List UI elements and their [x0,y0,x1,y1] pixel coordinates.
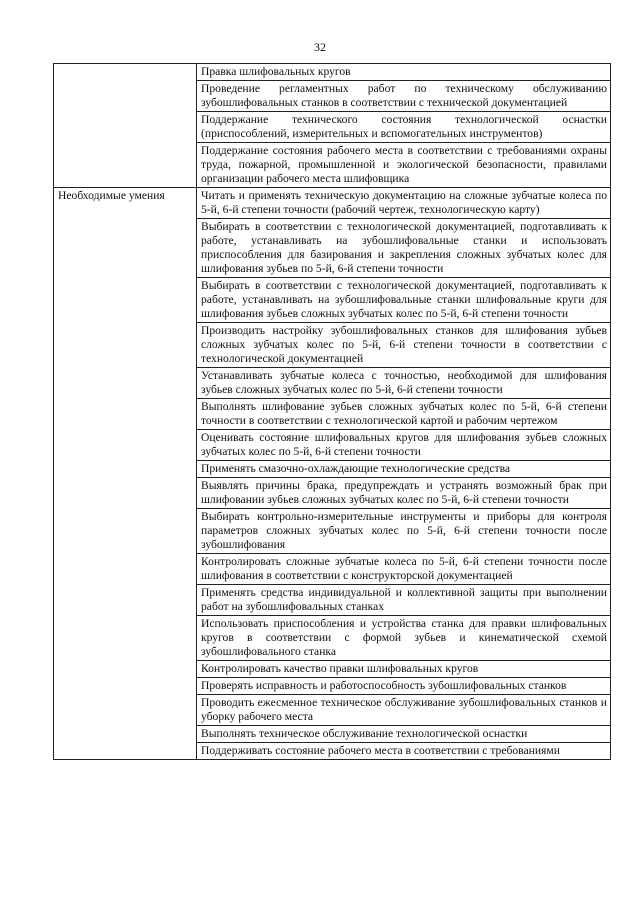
table-cell: Использовать приспособления и устройства станка для правки шлифовальных кругов в соответствии с формой зубьев и кинематической схемой зубошлифовального станка [197,616,611,661]
table-cell: Выполнять техническое обслуживание технологической оснастки [197,726,611,743]
table-cell: Проводить ежесменное техническое обслуживание зубошлифовальных станков и уборку рабочего места [197,695,611,726]
table-cell: Выбирать в соответствии с технологической документацией, подготавливать к работе, устанавливать на зубошлифовальные станки и использовать приспособления для базирования и закрепления сложных зубчатых колес для шлифования зубьев по 5-й, 6-й степени точности [197,219,611,278]
table-cell: Применять средства индивидуальной и коллективной защиты при выполнении работ на зубошлифовальных станках [197,585,611,616]
requirements-table [53,63,611,760]
table-cell: Поддержание технического состояния технологической оснастки (приспособлений, измерительных и вспомогательных инструментов) [197,112,611,143]
table-cell: Контролировать сложные зубчатые колеса по 5-й, 6-й степени точности после шлифования в соответствии с конструкторской документацией [197,554,611,585]
table-cell: Выбирать контрольно-измерительные инструменты и приборы для контроля параметров сложных зубчатых колес по 5-й, 6-й степени точности после зубошлифования [197,509,611,554]
table-row [54,64,611,81]
table-cell: Оценивать состояние шлифовальных кругов для шлифования зубьев сложных зубчатых колес по 5-й, 6-й степени точности [197,430,611,461]
table-cell: Читать и применять техническую документацию на сложные зубчатые колеса по 5-й, 6-й степени точности (рабочий чертеж, технологическую карту) [197,188,611,219]
table-cell: Выбирать в соответствии с технологической документацией, подготавливать к работе, устанавливать на зубошлифовальные станки шлифовальные круги для шлифования зубьев сложных зубчатых колес по 5-й, 6-й степени точности [197,278,611,323]
row-label-empty [54,64,197,188]
table-cell: Устанавливать зубчатые колеса с точностью, необходимой для шлифования зубьев сложных зубчатых колес по 5-й, 6-й степени точности [197,368,611,399]
table-cell: Поддерживать состояние рабочего места в соответствии с требованиями [197,743,611,760]
table-cell: Контролировать качество правки шлифовальных кругов [197,661,611,678]
table-cell: Выявлять причины брака, предупреждать и устранять возможный брак при шлифовании зубьев сложных зубчатых колес по 5-й, 6-й степени точности [197,478,611,509]
page-number: 32 [314,40,326,54]
table-cell: Проведение регламентных работ по техническому обслуживанию зубошлифовальных станков в соответствии с технической документацией [197,81,611,112]
table-cell: Производить настройку зубошлифовальных станков для шлифования зубьев сложных зубчатых колес по 5-й, 6-й степени точности в соответствии с технологической документацией [197,323,611,368]
table-cell: Применять смазочно-охлаждающие технологические средства [197,461,611,478]
table-cell: Поддержание состояния рабочего места в соответствии с требованиями охраны труда, пожарной, промышленной и экологической безопасности, правилами организации рабочего места шлифовщика [197,143,611,188]
table-row [54,188,611,219]
table-cell: Проверять исправность и работоспособность зубошлифовальных станков [197,678,611,695]
table-cell: Выполнять шлифование зубьев сложных зубчатых колес по 5-й, 6-й степени точности в соответствии с технологической картой и рабочим чертежом [197,399,611,430]
skills-label: Необходимые умения [54,188,197,760]
table-cell: Правка шлифовальных кругов [197,64,611,81]
